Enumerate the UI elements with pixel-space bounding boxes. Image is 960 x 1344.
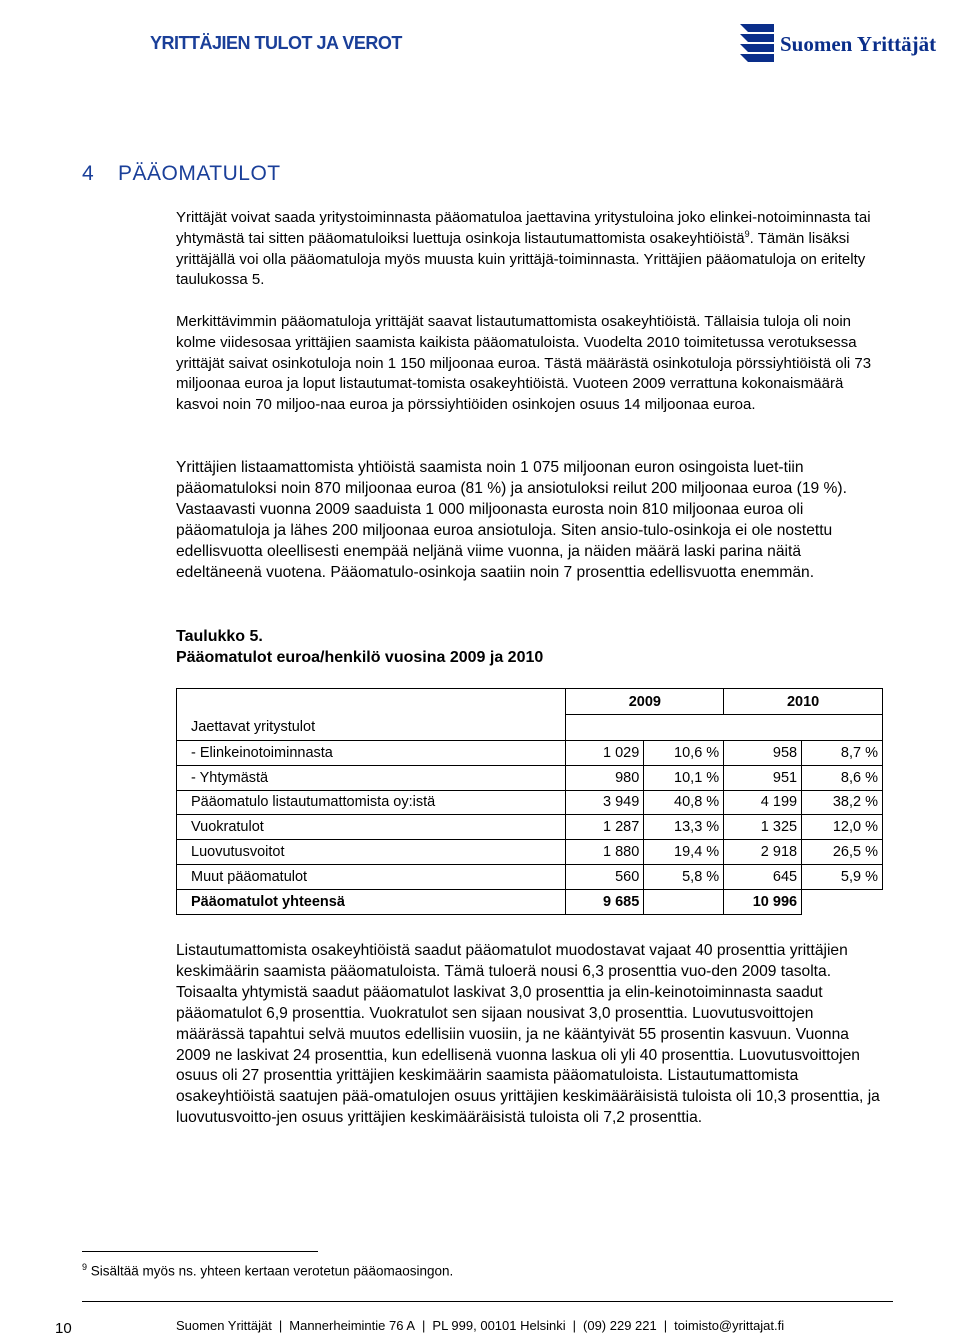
year-header-2010: 2010 bbox=[724, 689, 883, 715]
footnote-text: Sisältää myös ns. yhteen kertaan verotetun pääomaosingon. bbox=[90, 1263, 454, 1279]
table-row: Vuokratulot 1 287 13,3 % 1 325 12,0 % bbox=[177, 815, 883, 840]
logo-mark-icon bbox=[738, 20, 776, 64]
paragraph-intro: Yrittäjät voivat saada yritystoiminnasta pääomatuloa jaettavina yritystuloina joko elinkei-notoiminnasta tai yhtymästä tai sitten pääomatuloiksi luettuja osinkoja listautumattomista osakeyhtiöistä$^9$. Tämän lisäksi yrittäjällä voi olla pääomatuloja myös muusta kuin yrittäjä-toiminnasta. Yrittäjien pääomatuloja on eritelty taulukossa 5. bbox=[176, 209, 871, 289]
footer-email: toimisto@yrittajat.fi bbox=[674, 1318, 785, 1333]
group-label: Jaettavat yritystulot bbox=[177, 715, 566, 741]
table-row: Pääomatulo listautumattomista oy:istä 3 949 40,8 % 4 199 38,2 % bbox=[177, 790, 883, 815]
table-total-row: Pääomatulot yhteensä 9 685 10 996 bbox=[177, 889, 883, 914]
paragraph-analysis: Listautumattomista osakeyhtiöistä saadut pääomatulot muodostavat vajaat 40 prosenttia yrittäjien keskimäärin saamista pääomatuloista. Tämä tuloerä nousi 6,3 prosenttia vuo-den 2009 tasolta. Toisaalta yhtymistä saadut pääomatulot laskivat 3,0 prosenttia ja elin-keinotoiminnasta saadut pääomatulot 6,9 prosenttia. Vuokratulot sen sijaan nousivat 3,0 prosenttia. Luovutusvoittojen määrässä tapahtui selvä muutos edellisiin vuosiin, ja ne kääntyivät 55 prosentin kasvuun. Vuonna 2009 ne laskivat 24 prosenttia, kun edellisenä vuonna laskua oli yli 40 prosenttia. Luovutusvoittojen osuus oli 27 prosenttia yrittäjien keskimäärin saamista pääomatuloista. Listautumattomista osakeyhtiöistä saatujen pää-omatulojen osuus yrittäjien keskimääräisistä tuloista oli 10,3 prosenttia, ja luovutusvoitto-jen osuus yrittäjien keskimääräisistä tuloista oli 7,2 prosenttia. bbox=[176, 942, 880, 1127]
running-header-title: YRITTÄJIEN TULOT JA VEROT bbox=[150, 33, 402, 53]
page-header bbox=[0, 0, 960, 82]
chapter-title-text: PÄÄOMATULOT bbox=[118, 162, 281, 185]
footnote-divider bbox=[82, 1251, 318, 1252]
table-title: Pääomatulot euroa/henkilö vuosina 2009 ja 2010 bbox=[176, 649, 544, 666]
footer-separator: | bbox=[572, 1318, 577, 1333]
footer-org: Suomen Yrittäjät bbox=[176, 1318, 272, 1333]
logo-text: Suomen Yrittäjät bbox=[780, 32, 937, 56]
chapter-title bbox=[82, 162, 281, 186]
paragraph-listautumattomat: Merkittävimmin pääomatuloja yrittäjät saavat listautumattomista osakeyhtiöistä. Tällaisia tuloja oli noin kolme viidesosaa yrittäjien saamista kaikista pääomatuloista. Vuodelta 2010 toimitetussa verotuksessa yrittäjät saivat osinkotuloja noin 1 150 miljoonaa euroa. Tästä määrästä osinkotuloja pörssiyhtiöistä oli 73 miljoonaa euroa ja loput listautumat-tomista osakeyhtiöistä. Vuoteen 2009 verrattuna kokonaismäärä kasvoi noin 70 miljoo-naa euroa ja pörssiyhtiöiden osinkojen osuus 14 miljoonaa euroa. bbox=[176, 313, 872, 414]
year-header-2009: 2009 bbox=[566, 689, 724, 715]
page-footer bbox=[176, 1318, 784, 1333]
capital-income-table bbox=[176, 688, 883, 915]
chapter-number: 4 bbox=[82, 162, 95, 185]
table-header-row bbox=[177, 689, 883, 715]
footnote-number: 9 bbox=[82, 1262, 88, 1272]
footnote bbox=[82, 1258, 453, 1281]
suomen-yrittajat-logo bbox=[738, 20, 938, 64]
paragraph-osingot: Yrittäjien listaamattomista yhtiöistä saamista noin 1 075 miljoonan euron osingoista luet-tiin pääomatuloksi noin 870 miljoonaa euroa (81 %) ja ansiotuloksi reilut 200 miljoonaa euroa (19 %). Vastaavasti vuonna 2009 saaduista 1 000 miljoonasta eurosta noin 810 miljoonaa euroa oli pääomatuloja ja lähes 200 miljoonaa euroa ansiotuloja. Siten ansio-tulo-osinkoja ei ole nostettu edellisvuotta oleellisesti enempää neljänä viime vuonna, ja näiden määrä laski parina näitä edeltäneenä vuotena. Pääomatulo-osinkoja saatiin noin 7 prosenttia edellisvuotta enemmän. bbox=[176, 459, 847, 581]
table-row: Luovutusvoitot 1 880 19,4 % 2 918 26,5 % bbox=[177, 840, 883, 865]
footer-address: Mannerheimintie 76 A bbox=[289, 1318, 416, 1333]
table-label: Taulukko 5. bbox=[176, 628, 263, 645]
footer-divider bbox=[82, 1301, 893, 1302]
footer-separator: | bbox=[278, 1318, 283, 1333]
table-row: - Yhtymästä 980 10,1 % 951 8,6 % bbox=[177, 765, 883, 790]
table-row: - Elinkeinotoiminnasta 1 029 10,6 % 958 8,7 % bbox=[177, 741, 883, 766]
table-row: Muut pääomatulot 560 5,8 % 645 5,9 % bbox=[177, 864, 883, 889]
footer-phone: (09) 229 221 bbox=[583, 1318, 657, 1333]
footer-po-box: PL 999, 00101 Helsinki bbox=[432, 1318, 566, 1333]
footer-separator: | bbox=[422, 1318, 426, 1333]
table-caption bbox=[176, 626, 543, 668]
footnote-ref: 9 bbox=[744, 228, 750, 239]
page-number: 10 bbox=[55, 1320, 72, 1337]
footer-separator: | bbox=[663, 1318, 668, 1333]
table-group-row bbox=[177, 715, 883, 741]
